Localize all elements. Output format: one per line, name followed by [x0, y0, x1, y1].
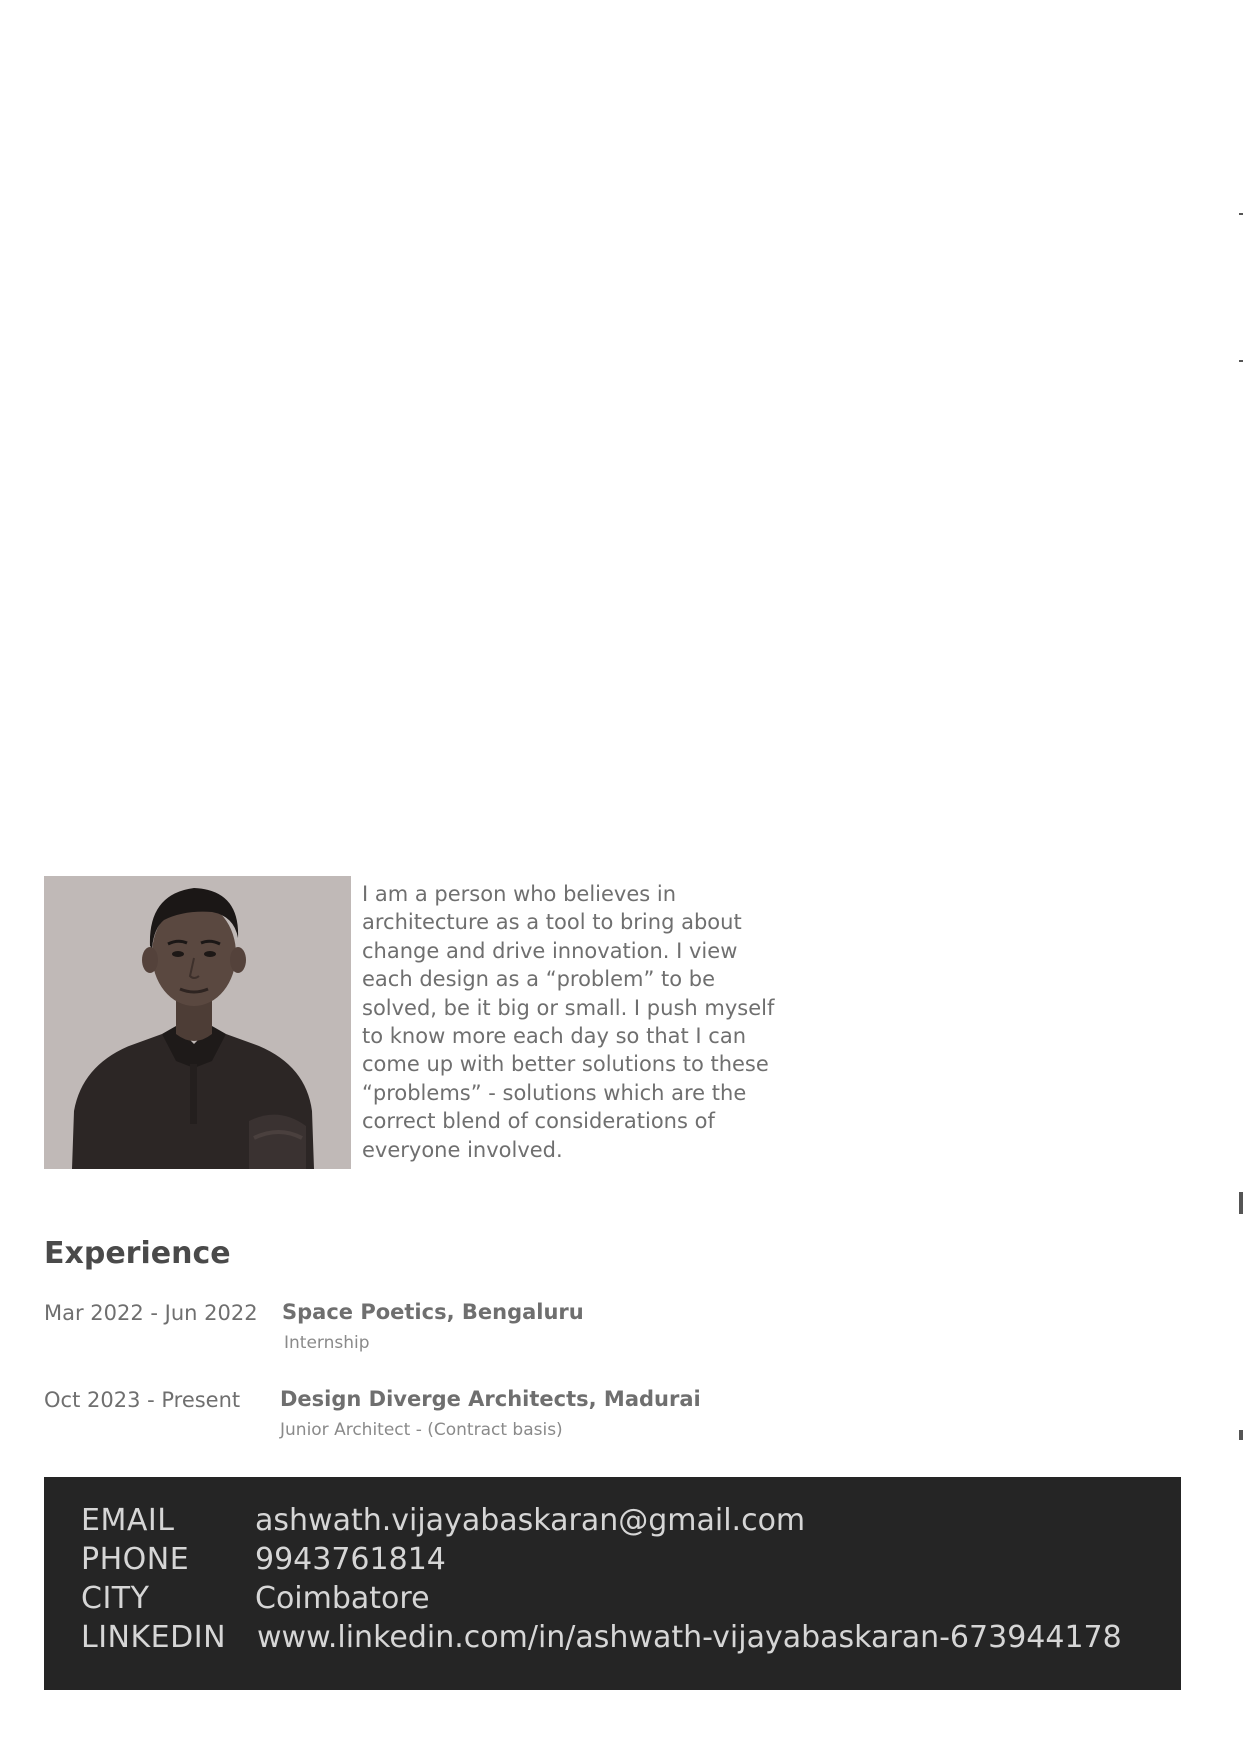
portrait-image [44, 876, 351, 1169]
experience-entry [44, 1301, 804, 1371]
experience-dates: Oct 2023 - Present [44, 1388, 241, 1412]
experience-company: Design Diverge Architects, Madurai [280, 1387, 701, 1411]
experience-dates: Mar 2022 - Jun 2022 [44, 1301, 258, 1325]
contact-label: PHONE [81, 1542, 190, 1577]
email-link[interactable]: ashwath.vijayabaskaran@gmail.com [255, 1503, 806, 1538]
experience-company: Space Poetics, Bengaluru [282, 1300, 584, 1324]
experience-heading: Experience [44, 1236, 231, 1271]
crop-mark [1239, 1430, 1243, 1440]
crop-mark [1239, 1192, 1243, 1214]
city-value: Coimbatore [255, 1581, 430, 1616]
experience-role: Internship [284, 1333, 370, 1353]
contact-label: CITY [81, 1581, 150, 1616]
experience-entry [44, 1388, 804, 1458]
profile-photo [44, 876, 351, 1169]
crop-mark [1239, 213, 1243, 215]
contact-row-phone [81, 1540, 1161, 1579]
crop-mark [1239, 360, 1243, 362]
linkedin-link[interactable]: www.linkedin.com/in/ashwath-vijayabaskaran-673944178 [257, 1620, 1122, 1655]
contact-label: EMAIL [81, 1503, 175, 1538]
phone-value: 9943761814 [255, 1542, 446, 1577]
contact-row-city [81, 1579, 1161, 1618]
profile-bio: I am a person who believes in architecture as a tool to bring about change and drive innovation. I view each design as a “problem” to be solved, be it big or small. I push myself to know more each day so that I can come up with better solutions to these “problems” - solutions which are the correct blend of considerations of everyone involved. [362, 882, 775, 1162]
contact-row-email [81, 1501, 1161, 1540]
contact-label: LINKEDIN [81, 1620, 227, 1655]
contact-panel [44, 1477, 1181, 1690]
contact-row-linkedin [81, 1618, 1161, 1657]
experience-role: Junior Architect - (Contract basis) [280, 1420, 563, 1440]
